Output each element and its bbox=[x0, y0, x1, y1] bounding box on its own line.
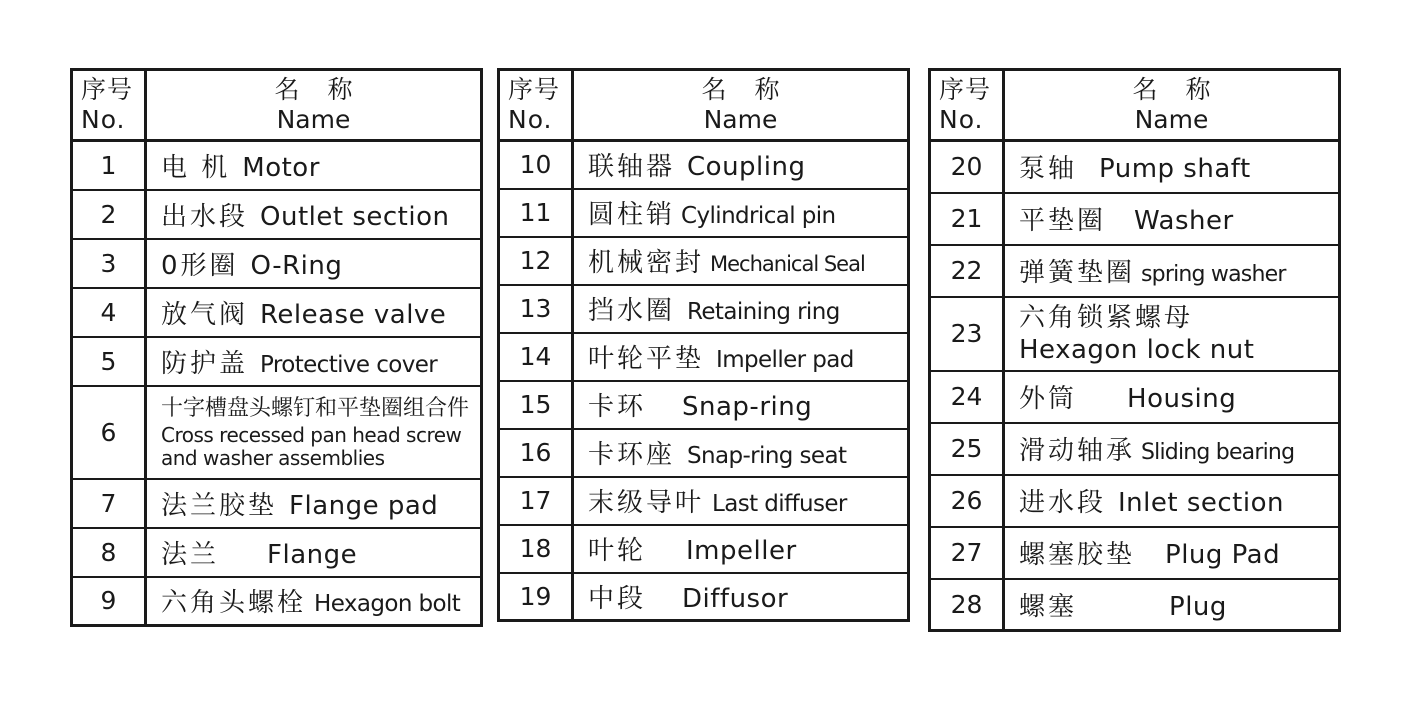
part-name-cn: 卡环座 bbox=[588, 440, 676, 470]
table-row bbox=[499, 573, 909, 621]
row-number: 10 bbox=[499, 141, 573, 189]
row-number: 15 bbox=[499, 381, 573, 429]
header-name-en: Name bbox=[703, 105, 778, 134]
part-name-cn: 弹簧垫圈 bbox=[1019, 258, 1136, 288]
row-number: 22 bbox=[930, 245, 1004, 297]
row-number: 4 bbox=[72, 288, 146, 337]
part-name-en: Plug bbox=[1169, 591, 1227, 622]
part-name-cn: 中段 bbox=[588, 583, 647, 614]
row-name bbox=[573, 573, 909, 621]
table-row bbox=[499, 237, 909, 285]
part-name-cn: 法兰胶垫 bbox=[161, 490, 278, 521]
header-no-cn: 序号 bbox=[939, 75, 992, 104]
row-name bbox=[573, 285, 909, 333]
table-row bbox=[930, 141, 1340, 193]
row-name bbox=[1004, 193, 1340, 245]
part-name-cn: 0形圈 bbox=[161, 250, 239, 281]
table-row bbox=[499, 189, 909, 237]
part-name-cn: 末级导叶 bbox=[588, 488, 705, 518]
row-name bbox=[146, 239, 482, 288]
part-name-en: Housing bbox=[1127, 384, 1237, 414]
part-name-en: Coupling bbox=[687, 152, 806, 183]
row-name bbox=[573, 141, 909, 189]
row-number: 27 bbox=[930, 527, 1004, 579]
table-row bbox=[930, 245, 1340, 297]
row-number: 13 bbox=[499, 285, 573, 333]
row-name bbox=[146, 141, 482, 190]
row-name bbox=[146, 288, 482, 337]
row-name bbox=[146, 479, 482, 528]
table-row bbox=[499, 525, 909, 573]
row-number: 23 bbox=[930, 297, 1004, 371]
table-row bbox=[72, 190, 482, 239]
table-row bbox=[72, 141, 482, 190]
table-row bbox=[930, 579, 1340, 631]
table-row bbox=[930, 475, 1340, 527]
row-name bbox=[573, 189, 909, 237]
header-no-en: No. bbox=[508, 105, 553, 134]
part-name-en: Flange bbox=[267, 539, 358, 570]
part-name-cn: 进水段 bbox=[1019, 488, 1107, 518]
table-row bbox=[499, 429, 909, 477]
part-name-en: Retaining ring bbox=[687, 299, 840, 325]
part-name-en: Impeller bbox=[686, 536, 797, 566]
table-row bbox=[930, 423, 1340, 475]
part-name-cn: 联轴器 bbox=[588, 152, 676, 183]
part-name-en: Pump shaft bbox=[1099, 154, 1251, 185]
header-no-en: No. bbox=[939, 105, 984, 134]
header-no-cell bbox=[72, 70, 146, 141]
part-name-en: Hexagon bolt bbox=[314, 591, 461, 618]
row-number: 12 bbox=[499, 237, 573, 285]
part-name-cn: 机械密封 bbox=[588, 248, 705, 278]
part-name-en: Cylindrical pin bbox=[681, 203, 836, 229]
row-number: 18 bbox=[499, 525, 573, 573]
part-name-cn: 法兰 bbox=[161, 539, 220, 570]
part-name-cn: 螺塞 bbox=[1019, 591, 1078, 622]
row-name bbox=[573, 333, 909, 381]
row-number: 24 bbox=[930, 371, 1004, 423]
row-name bbox=[146, 386, 482, 479]
part-name-en: Snap-ring seat bbox=[687, 443, 847, 469]
part-name-cn: 放气阀 bbox=[161, 299, 249, 330]
row-number: 25 bbox=[930, 423, 1004, 475]
table-row bbox=[72, 528, 482, 577]
part-name-en: Last diffuser bbox=[712, 491, 847, 517]
part-name-cn: 挡水圈 bbox=[588, 296, 676, 326]
table-row bbox=[499, 141, 909, 189]
part-name-en: Protective cover bbox=[260, 351, 438, 378]
row-number: 21 bbox=[930, 193, 1004, 245]
part-name-en: Plug Pad bbox=[1165, 540, 1281, 570]
row-number: 26 bbox=[930, 475, 1004, 527]
row-name bbox=[1004, 245, 1340, 297]
header-no-cell bbox=[499, 70, 573, 141]
table-row bbox=[930, 527, 1340, 579]
row-number: 20 bbox=[930, 141, 1004, 193]
part-name-cn: 防护盖 bbox=[161, 348, 249, 379]
table-row bbox=[930, 193, 1340, 245]
row-name bbox=[1004, 141, 1340, 193]
row-number: 6 bbox=[72, 386, 146, 479]
parts-table-1 bbox=[70, 68, 483, 627]
part-name-en: Inlet section bbox=[1118, 488, 1284, 518]
part-name-cn: 平垫圈 bbox=[1019, 206, 1107, 236]
row-number: 11 bbox=[499, 189, 573, 237]
table-row bbox=[499, 477, 909, 525]
part-name-en-line-1: Cross recessed pan head screw bbox=[161, 423, 462, 447]
part-name-en: Sliding bearing bbox=[1141, 440, 1295, 465]
part-name-en: O-Ring bbox=[250, 250, 343, 281]
part-name-en: Mechanical Seal bbox=[710, 252, 865, 276]
row-name bbox=[1004, 423, 1340, 475]
row-name bbox=[1004, 527, 1340, 579]
row-number: 16 bbox=[499, 429, 573, 477]
part-name-en-line-2: and washer assemblies bbox=[161, 446, 385, 470]
row-number: 17 bbox=[499, 477, 573, 525]
part-name-en: spring washer bbox=[1141, 262, 1286, 287]
table-row bbox=[72, 386, 482, 479]
row-name bbox=[573, 237, 909, 285]
part-name-cn: 十字槽盘头螺钉和平垫圈组合件 bbox=[161, 396, 470, 421]
part-name-en: Hexagon lock nut bbox=[1019, 334, 1255, 365]
part-name-cn: 出水段 bbox=[161, 201, 249, 232]
part-name-en: Motor bbox=[242, 152, 320, 183]
table-row bbox=[499, 285, 909, 333]
header-name-en: Name bbox=[1134, 105, 1209, 134]
row-number: 2 bbox=[72, 190, 146, 239]
table-row bbox=[499, 333, 909, 381]
row-number: 7 bbox=[72, 479, 146, 528]
row-name bbox=[1004, 371, 1340, 423]
row-number: 3 bbox=[72, 239, 146, 288]
part-name-en: Release valve bbox=[260, 299, 447, 330]
header-no-cn: 序号 bbox=[508, 75, 561, 104]
row-name bbox=[1004, 579, 1340, 631]
part-name-cn: 螺塞胶垫 bbox=[1019, 540, 1136, 570]
table-row bbox=[72, 577, 482, 626]
row-name bbox=[1004, 475, 1340, 527]
row-name bbox=[146, 190, 482, 239]
part-name-cn: 外筒 bbox=[1019, 384, 1078, 414]
part-name-cn: 圆柱销 bbox=[588, 200, 676, 230]
header-no-cn: 序号 bbox=[81, 75, 134, 104]
row-name bbox=[146, 337, 482, 386]
table-row bbox=[72, 288, 482, 337]
part-name-cn: 叶轮平垫 bbox=[588, 344, 705, 374]
row-number: 19 bbox=[499, 573, 573, 621]
row-number: 9 bbox=[72, 577, 146, 626]
parts-table-2 bbox=[497, 68, 910, 622]
row-name bbox=[573, 429, 909, 477]
part-name-cn: 滑动轴承 bbox=[1019, 436, 1136, 466]
row-name bbox=[573, 381, 909, 429]
table-header-row bbox=[930, 70, 1340, 141]
table-row bbox=[930, 297, 1340, 371]
header-name-cn: 名 称 bbox=[1132, 75, 1221, 104]
header-name-cell bbox=[146, 70, 482, 141]
header-no-en: No. bbox=[81, 105, 126, 134]
row-number: 8 bbox=[72, 528, 146, 577]
header-name-cn: 名 称 bbox=[701, 75, 790, 104]
row-name bbox=[146, 528, 482, 577]
row-number: 28 bbox=[930, 579, 1004, 631]
parts-table-3 bbox=[928, 68, 1341, 632]
table-row bbox=[72, 337, 482, 386]
table-row bbox=[72, 239, 482, 288]
header-name-cell bbox=[1004, 70, 1340, 141]
header-name-cell bbox=[573, 70, 909, 141]
part-name-en: Outlet section bbox=[260, 201, 450, 232]
part-name-cn: 六角头螺栓 bbox=[161, 588, 307, 619]
row-name bbox=[573, 477, 909, 525]
table-row bbox=[72, 479, 482, 528]
row-name bbox=[146, 577, 482, 626]
header-name-en: Name bbox=[276, 105, 351, 134]
part-name-cn: 卡环 bbox=[588, 392, 647, 422]
part-name-en: Impeller pad bbox=[716, 347, 854, 373]
row-number: 1 bbox=[72, 141, 146, 190]
part-name-cn: 泵轴 bbox=[1019, 154, 1078, 185]
part-name-en: Washer bbox=[1134, 206, 1234, 236]
part-name-cn: 电 机 bbox=[161, 152, 231, 183]
table-header-row bbox=[72, 70, 482, 141]
table-header-row bbox=[499, 70, 909, 141]
part-name-en: Snap-ring bbox=[682, 392, 813, 422]
row-name bbox=[1004, 297, 1340, 371]
row-name bbox=[573, 525, 909, 573]
row-number: 5 bbox=[72, 337, 146, 386]
table-row bbox=[930, 371, 1340, 423]
header-name-cn: 名 称 bbox=[274, 75, 363, 104]
table-row bbox=[499, 381, 909, 429]
header-no-cell bbox=[930, 70, 1004, 141]
part-name-en: Diffusor bbox=[682, 583, 789, 614]
part-name-cn: 六角锁紧螺母 bbox=[1019, 302, 1194, 333]
part-name-en: Flange pad bbox=[289, 490, 439, 521]
row-number: 14 bbox=[499, 333, 573, 381]
part-name-cn: 叶轮 bbox=[588, 536, 647, 566]
